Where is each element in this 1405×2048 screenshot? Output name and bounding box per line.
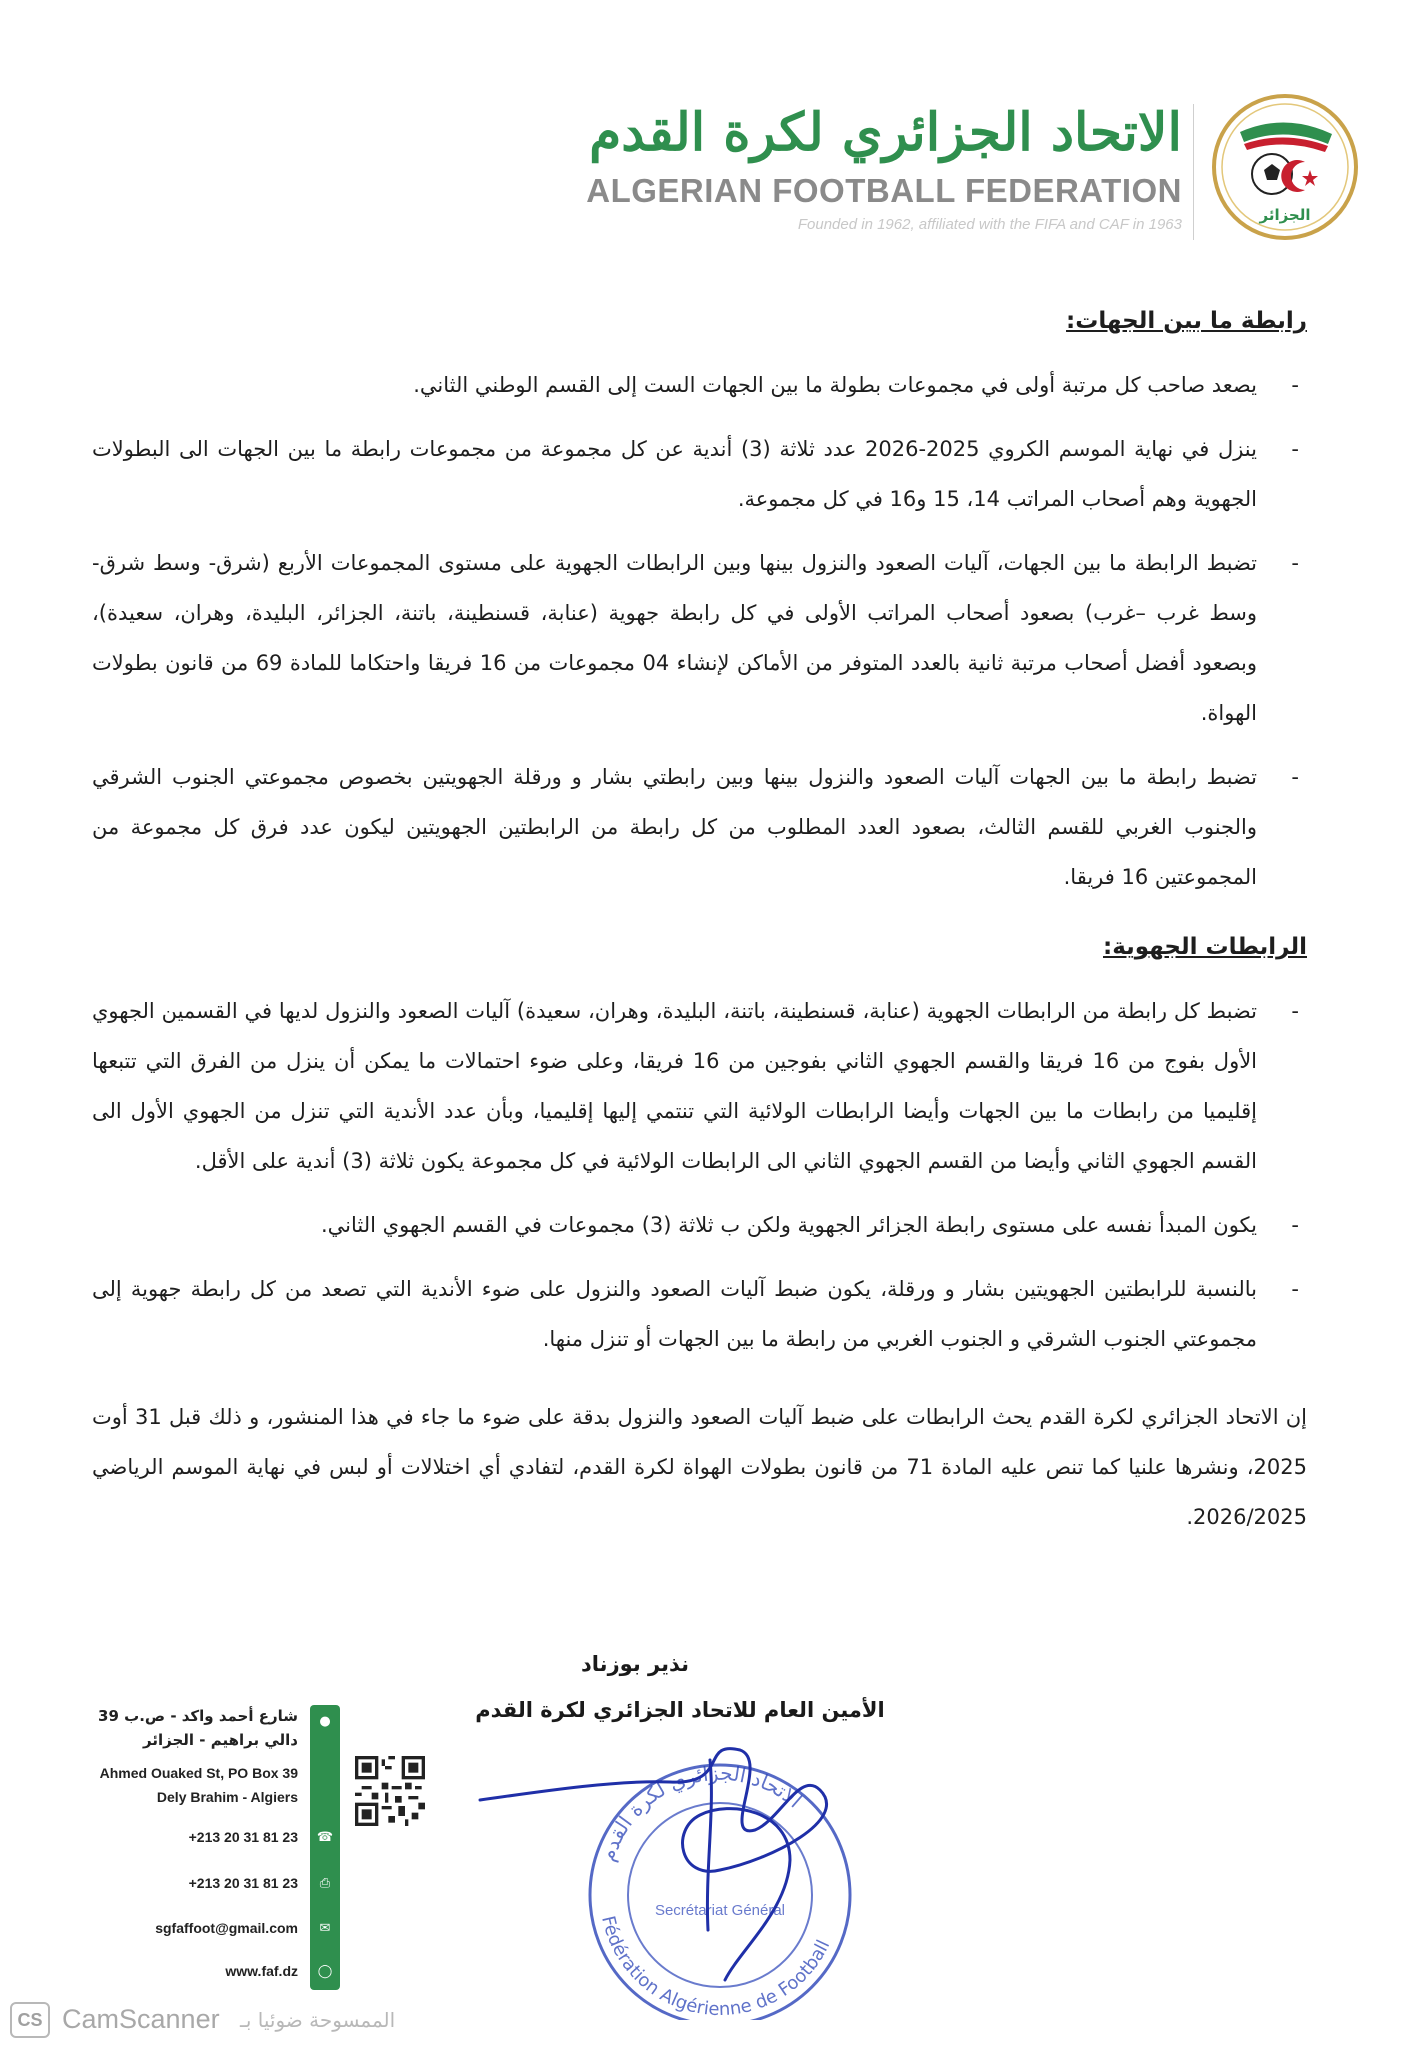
bullet-dash: -	[1291, 1213, 1299, 1237]
phone-icon: ☎	[316, 1830, 334, 1845]
header-divider	[1193, 104, 1194, 240]
list-item-text: بالنسبة للرابطتين الجهويتين بشار و ورقلة، يكون ضبط آليات الصعود والنزول على ضوء الأندية التي تصعد من كل رابطة جهوية إلى مجموعتي الجنوب الشرقي و الجنوب الغربي من رابطة ما بين الجهات أو تنزل منها.	[92, 1277, 1257, 1351]
address-english-line2: Dely Brahim - Algiers	[156, 1789, 298, 1805]
bullet-dash: -	[1291, 437, 1299, 461]
federation-name-english: ALGERIAN FOOTBALL FEDERATION	[586, 172, 1182, 209]
fax-number: +213 20 31 81 23	[188, 1875, 298, 1891]
address-arabic-line1: شارع أحمد واكد - ص.ب 39	[98, 1707, 298, 1725]
signer-name: نذير بوزناد	[581, 1652, 689, 1676]
list-item-text: تضبط الرابطة ما بين الجهات، آليات الصعود والنزول بينها وبين الرابطات الجهوية على مستوى المجموعات الأربع (شرق- وسط شرق- وسط غرب –غرب) بصعود أصحاب المراتب الأولى في كل رابطة جهوية (عنابة، قسنطينة، باتنة، الجزائر، البليدة، وهران، سعيدة)، وبصعود أفضل أصحاب مرتبة ثانية بالعدد المتوفر من الأماكن لإنشاء 04 مجموعات من 16 فريقا واحتكاما للمادة 69 من قانون بطولات الهواة.	[92, 551, 1257, 725]
list-item-text: ينزل في نهاية الموسم الكروي 2025-2026 عدد ثلاثة (3) أندية عن كل مجموعة من مجموعات رابطة ما بين الجهات الى البطولات الجهوية وهم أصحاب المراتب 14، 15 و16 في كل مجموعة.	[92, 437, 1257, 511]
list-item	[92, 986, 1307, 1186]
bullet-dash: -	[1291, 551, 1299, 575]
fax-icon: ⎙	[319, 1876, 331, 1891]
website-url: www.faf.dz	[225, 1963, 298, 1979]
camscanner-watermark	[10, 1998, 460, 2042]
list-item-text: تضبط كل رابطة من الرابطات الجهوية (عنابة، قسنطينة، باتنة، البليدة، وهران، سعيدة) آليات الصعود والنزول لديها في القسمين الجهوي الأول بفوج من 16 فريقا والقسم الجهوي الثاني بفوجين من 16 فريقا، وعلى ضوء احتمالات ما يمكن أن ينزل من الفرق التي تتبعها إقليميا من رابطات ما بين الجهات وأيضا الرابطات الولائية التي تنتمي إليها إقليميا، وبأن عدد الأندية التي تنزل من الجهوي الأول الى القسم الجهوي الثاني وأيضا من القسم الجهوي الثاني الى الرابطات الولائية في كل مجموعة يكون ثلاثة (3) أندية على الأقل.	[92, 999, 1258, 1173]
camscanner-brand: CamScanner	[62, 2004, 220, 2034]
list-item	[92, 1264, 1307, 1364]
list-item-text: تضبط رابطة ما بين الجهات آليات الصعود والنزول بينها وبين رابطتي بشار و ورقلة الجهويتين بخصوص مجموعتي الجنوب الشرقي والجنوب الغربي للقسم الثالث، بصعود العدد المطلوب من كل رابطة من الرابطتين الجهويتين ليكون عدد فرق كل مجموعة من المجموعتين 16 فريقا.	[92, 765, 1257, 889]
address-arabic-line2: دالي براهيم - الجزائر	[143, 1731, 298, 1749]
bullet-dash: -	[1291, 765, 1299, 789]
list-item	[92, 1200, 1307, 1250]
camscanner-arabic-caption: الممسوحة ضوئيا بـ	[240, 2008, 396, 2032]
mail-icon: ✉	[319, 1921, 331, 1936]
phone-number: +213 20 31 81 23	[188, 1829, 298, 1845]
list-item-text: يكون المبدأ نفسه على مستوى رابطة الجزائر الجهوية ولكن ب ثلاثة (3) مجموعات في القسم الجهوي الثاني.	[321, 1213, 1257, 1237]
logo-caption: الجزائر	[1259, 206, 1311, 224]
email-address: sgfaffoot@gmail.com	[155, 1920, 298, 1936]
interregional-rules-list	[92, 360, 1307, 902]
list-item	[92, 752, 1307, 902]
bullet-dash: -	[1291, 373, 1299, 397]
document-body	[92, 290, 1307, 1542]
section-heading-interregional: رابطة ما بين الجهات:	[1066, 308, 1307, 334]
list-item-text: يصعد صاحب كل مرتبة أولى في مجموعات بطولة ما بين الجهات الست إلى القسم الوطني الثاني.	[413, 373, 1257, 397]
bullet-dash: -	[1291, 999, 1299, 1023]
list-item	[92, 424, 1307, 524]
regional-rules-list	[92, 986, 1307, 1364]
camscanner-logo-icon: CS	[10, 2002, 50, 2038]
official-stamp-icon	[470, 1720, 890, 2020]
stamp-arabic-ring: الاتحاد الجزائري لكرة القدم	[595, 1760, 807, 1865]
signer-title: الأمين العام للاتحاد الجزائري لكرة القدم	[475, 1698, 885, 1722]
bullet-dash: -	[1291, 1277, 1299, 1301]
list-item	[92, 360, 1307, 410]
section-heading-regional: الرابطات الجهوية:	[1103, 934, 1307, 960]
federation-tagline: Founded in 1962, affiliated with the FIFA and CAF in 1963	[797, 216, 1182, 233]
faf-logo-icon	[1210, 92, 1360, 242]
signature-block	[470, 1650, 890, 2020]
qr-code-icon	[355, 1756, 425, 1826]
stamp-center-text: Secrétariat Général	[654, 1902, 786, 1919]
address-english-line1: Ahmed Ouaked St, PO Box 39	[99, 1765, 298, 1781]
list-item	[92, 538, 1307, 738]
closing-paragraph: إن الاتحاد الجزائري لكرة القدم يحث الرابطات على ضبط آليات الصعود والنزول بدقة على ضوء ما جاء في هذا المنشور، و ذلك قبل 31 أوت 2025، ونشرها علنيا كما تنص عليه المادة 71 من قانون بطولات الهواة لكرة القدم، لتفادي أي اختلالات أو لبس في نهاية الموسم الرياضي 2026/2025.	[92, 1405, 1308, 1529]
letterhead	[586, 92, 1360, 252]
contact-sidebar	[310, 1705, 340, 1990]
globe-icon: ◯	[317, 1964, 333, 1979]
stamp-french-ring: Fédération Algérienne de Football	[597, 1913, 835, 2020]
federation-name-arabic: الاتحاد الجزائري لكرة القدم	[589, 102, 1182, 163]
location-pin-icon: ●	[319, 1714, 331, 1729]
contact-info	[40, 1705, 340, 1995]
